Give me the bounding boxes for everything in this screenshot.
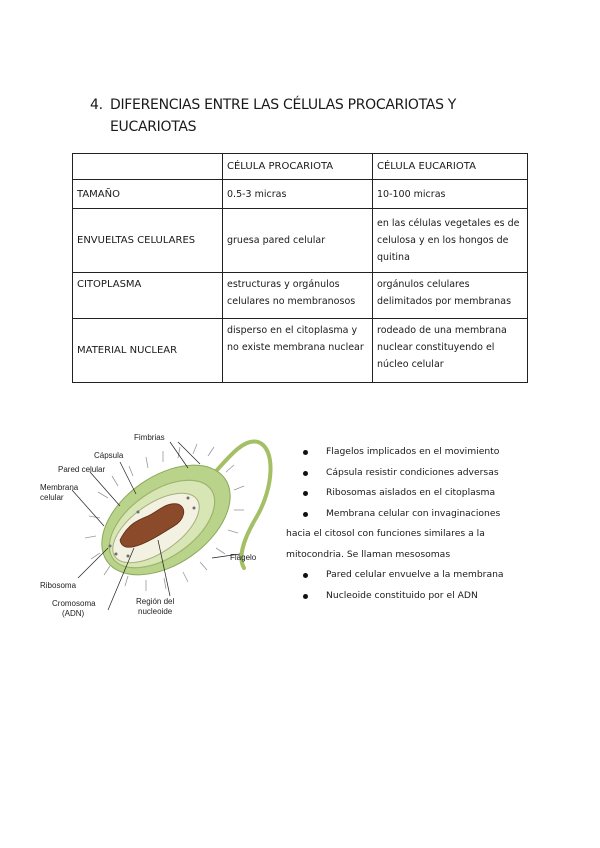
table-header-empty	[73, 154, 223, 180]
table-row	[73, 209, 528, 273]
row-label: MATERIAL NUCLEAR	[73, 319, 223, 383]
cell-eucariota: 10-100 micras	[373, 180, 528, 209]
label-nucleoide: nucleoide	[138, 607, 173, 616]
row-label: ENVUELTAS CELULARES	[73, 209, 223, 273]
cell-procariota: estructuras y orgánulos celulares no membranosos	[223, 273, 373, 319]
label-cromosoma: Cromosoma	[52, 599, 96, 608]
list-item: Nucleoide constituido por el ADN	[286, 586, 546, 607]
section-number: 4.	[90, 97, 103, 113]
label-ribosoma: Ribosoma	[40, 581, 77, 590]
prokaryote-cell-diagram	[38, 428, 283, 628]
label-capsula: Cápsula	[94, 451, 124, 460]
cell-eucariota: rodeado de una membrana nuclear constituyendo el núcleo celular	[373, 319, 528, 383]
table-header-row	[73, 154, 528, 180]
list-item: Cápsula resistir condiciones adversas	[286, 463, 546, 484]
list-item: Membrana celular con invaginaciones	[286, 504, 546, 525]
cell-procariota: gruesa pared celular	[223, 209, 373, 273]
cell-procariota: disperso en el citoplasma y no existe membrana nuclear	[223, 319, 373, 383]
section-title-line1: DIFERENCIAS ENTRE LAS CÉLULAS PROCARIOTAS Y	[110, 97, 457, 113]
table-header-procariota: CÉLULA PROCARIOTA	[223, 154, 373, 180]
list-item: Ribosomas aislados en el citoplasma	[286, 483, 546, 504]
table-row	[73, 319, 528, 383]
cell-eucariota: en las células vegetales es de celulosa y en los hongos de quitina	[373, 209, 528, 273]
label-membrana-celular: celular	[40, 493, 64, 502]
section-title-line2: EUCARIOTAS	[110, 119, 197, 135]
row-label: TAMAÑO	[73, 180, 223, 209]
row-label: CITOPLASMA	[73, 273, 223, 319]
list-item: Pared celular envuelve a la membrana	[286, 565, 546, 586]
table-row	[73, 273, 528, 319]
prokaryote-features-list	[286, 442, 546, 606]
label-flagelo: Flagelo	[230, 553, 257, 562]
list-item-continuation: hacia el citosol con funciones similares a la	[286, 528, 485, 539]
label-membrana: Membrana	[40, 483, 79, 492]
table-row	[73, 180, 528, 209]
cell-procariota: 0.5-3 micras	[223, 180, 373, 209]
list-item: Flagelos implicados en el movimiento	[286, 442, 546, 463]
comparison-table	[72, 153, 528, 383]
label-region-del: Región del	[136, 597, 175, 606]
section-title	[90, 94, 510, 138]
cell-eucariota: orgánulos celulares delimitados por membranas	[373, 273, 528, 319]
list-item-continuation: mitocondria. Se llaman mesosomas	[286, 548, 451, 560]
label-adn: (ADN)	[62, 609, 85, 618]
table-header-eucariota: CÉLULA EUCARIOTA	[373, 154, 528, 180]
label-fimbrias: Fimbrias	[134, 433, 165, 442]
label-pared-celular: Pared celular	[58, 465, 106, 474]
